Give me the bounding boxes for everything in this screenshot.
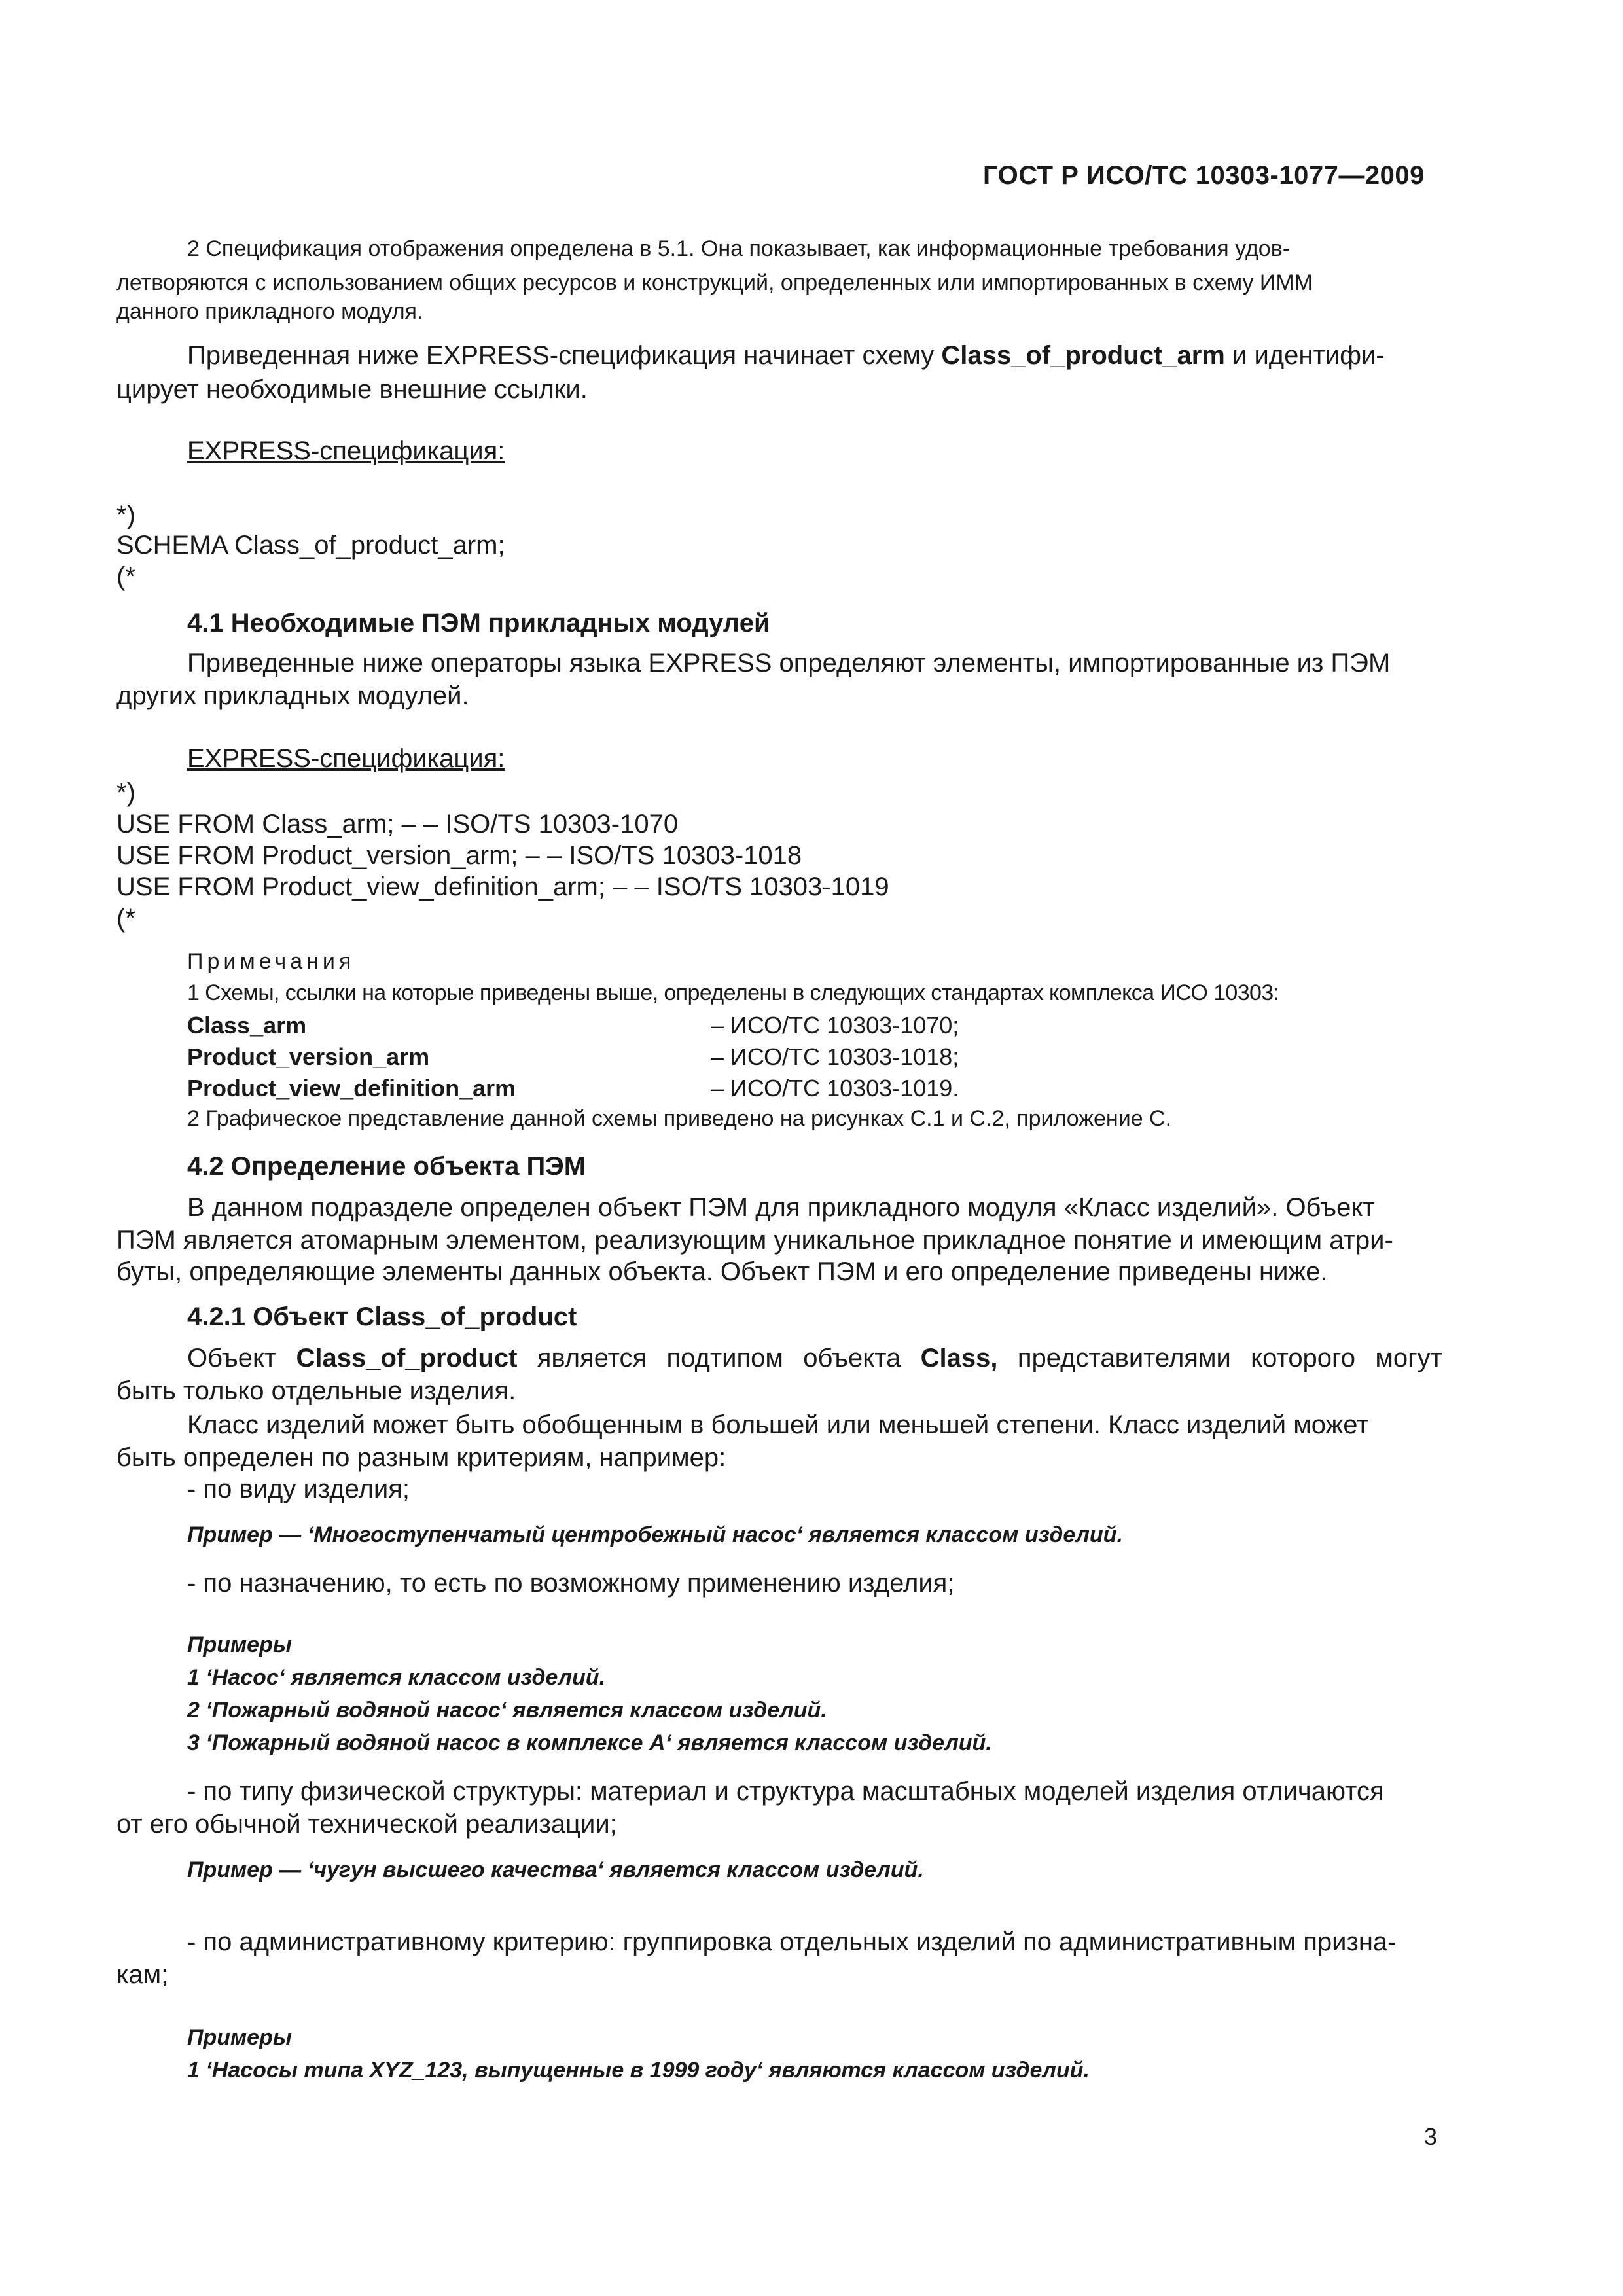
criterion-item: - по назначению, то есть по возможному применению изделия; [187, 1569, 955, 1598]
para2-line2: цирует необходимые внешние ссылки. [116, 375, 588, 404]
section-4-2-1-heading: 4.2.1 Объект Class_of_product [187, 1302, 577, 1331]
example-text: 1 ‘Насос‘ является классом изделий. [187, 1665, 606, 1690]
note-2: 2 Графическое представление данной схемы приведено на рисунках С.1 и С.2, приложение С. [187, 1106, 1172, 1131]
section-4-2-1-p1-line2: быть только отдельные изделия. [116, 1376, 516, 1405]
word: является [537, 1344, 647, 1372]
word: могут [1375, 1344, 1442, 1372]
para2-text-post: и идентифи- [1224, 341, 1385, 370]
section-4-2-line3: буты, определяющие элементы данных объекта. Объект ПЭМ и его определение приведены ниже. [116, 1257, 1328, 1286]
example-text: 3 ‘Пожарный водяной насос в комплексе А‘ является классом изделий. [187, 1731, 992, 1755]
code-line: USE FROM Product_view_definition_arm; – – ISO/TS 10303-1019 [116, 872, 889, 901]
note-schema-ref: – ИСО/ТС 10303-1018; [711, 1043, 959, 1070]
document-header: ГОСТ Р ИСО/ТС 10303-1077—2009 [983, 161, 1425, 190]
note-schema-name: Class_arm [187, 1012, 307, 1039]
word: которого [1251, 1344, 1356, 1372]
code-line: USE FROM Product_version_arm; – – ISO/TS 10303-1018 [116, 841, 802, 870]
code-line: (* [116, 562, 135, 591]
schema-name: Class_of_product_arm [941, 341, 1225, 370]
note-schema-ref: – ИСО/ТС 10303-1019. [711, 1075, 959, 1102]
section-4-2-heading: 4.2 Определение объекта ПЭМ [187, 1152, 586, 1181]
example-text: Пример — ‘Многоступенчатый центробежный насос‘ является классом изделий. [187, 1522, 1123, 1547]
para1-line3: данного прикладного модуля. [116, 299, 423, 324]
section-4-2-1-p1-line1 [187, 1342, 1442, 1374]
para1-line2: летворяются с использованием общих ресурсов и конструкций, определенных или импортированных в схему ИММ [116, 270, 1313, 295]
express-label: EXPRESS-спецификация: [187, 437, 505, 465]
section-4-2-1-p2-line2: быть определен по разным критериям, например: [116, 1443, 726, 1472]
word: подтипом [666, 1344, 783, 1372]
note-1: 1 Схемы, ссылки на которые приведены выше, определены в следующих стандартах комплекса ИСО 10303: [187, 980, 1279, 1005]
criterion-item: - по виду изделия; [187, 1475, 410, 1503]
criterion-item: - по типу физической структуры: материал и структура масштабных моделей изделия отличаются [187, 1777, 1384, 1806]
section-4-1-heading: 4.1 Необходимые ПЭМ прикладных модулей [187, 609, 770, 637]
code-line: USE FROM Class_arm; – – ISO/TS 10303-1070 [116, 810, 679, 838]
code-line: *) [116, 501, 135, 529]
express-label: EXPRESS-спецификация: [187, 744, 505, 773]
note-schema-ref: – ИСО/ТС 10303-1070; [711, 1012, 959, 1039]
word: Объект [187, 1344, 277, 1372]
criterion-item: - по административному критерию: группировка отдельных изделий по административным призна- [187, 1928, 1397, 1956]
word: представителями [1017, 1344, 1231, 1372]
para1-line1: 2 Спецификация отображения определена в 5.1. Она показывает, как информационные требования удов- [187, 236, 1291, 261]
section-4-1-line2: других прикладных модулей. [116, 681, 469, 710]
page-number: 3 [1424, 2123, 1438, 2150]
note-schema-name: Product_view_definition_arm [187, 1075, 516, 1102]
para2-text-pre: Приведенная ниже EXPRESS-спецификация начинает схему [187, 341, 942, 370]
examples-title: Примеры [187, 1632, 292, 1657]
example-text: Пример — ‘чугун высшего качества‘ является классом изделий. [187, 1857, 924, 1882]
section-4-1-line1: Приведенные ниже операторы языка EXPRESS определяют элементы, импортированные из ПЭМ [187, 649, 1391, 677]
code-line: *) [116, 778, 135, 807]
note-schema-name: Product_version_arm [187, 1043, 430, 1070]
example-text: 2 ‘Пожарный водяной насос‘ является классом изделий. [187, 1698, 827, 1723]
examples-title: Примеры [187, 2025, 292, 2050]
criterion-item-cont: от его обычной технической реализации; [116, 1810, 617, 1839]
code-line: SCHEMA Class_of_product_arm; [116, 531, 505, 560]
word: объекта [803, 1344, 901, 1372]
entity-name: Class_of_product [296, 1344, 518, 1372]
notes-title: Примечания [187, 949, 355, 974]
section-4-2-line2: ПЭМ является атомарным элементом, реализующим уникальное прикладное понятие и имеющим атри- [116, 1226, 1393, 1255]
para2-line1 [187, 339, 1385, 372]
entity-name: Class, [920, 1344, 998, 1372]
example-text: 1 ‘Насосы типа XYZ_123, выпущенные в 1999 году‘ являются классом изделий. [187, 2058, 1090, 2083]
section-4-2-1-p2-line1: Класс изделий может быть обобщенным в большей или меньшей степени. Класс изделий может [187, 1410, 1369, 1439]
section-4-2-line1: В данном подразделе определен объект ПЭМ для прикладного модуля «Класс изделий». Объект [187, 1193, 1375, 1222]
code-line: (* [116, 904, 135, 933]
criterion-item-cont: кам; [116, 1960, 169, 1989]
